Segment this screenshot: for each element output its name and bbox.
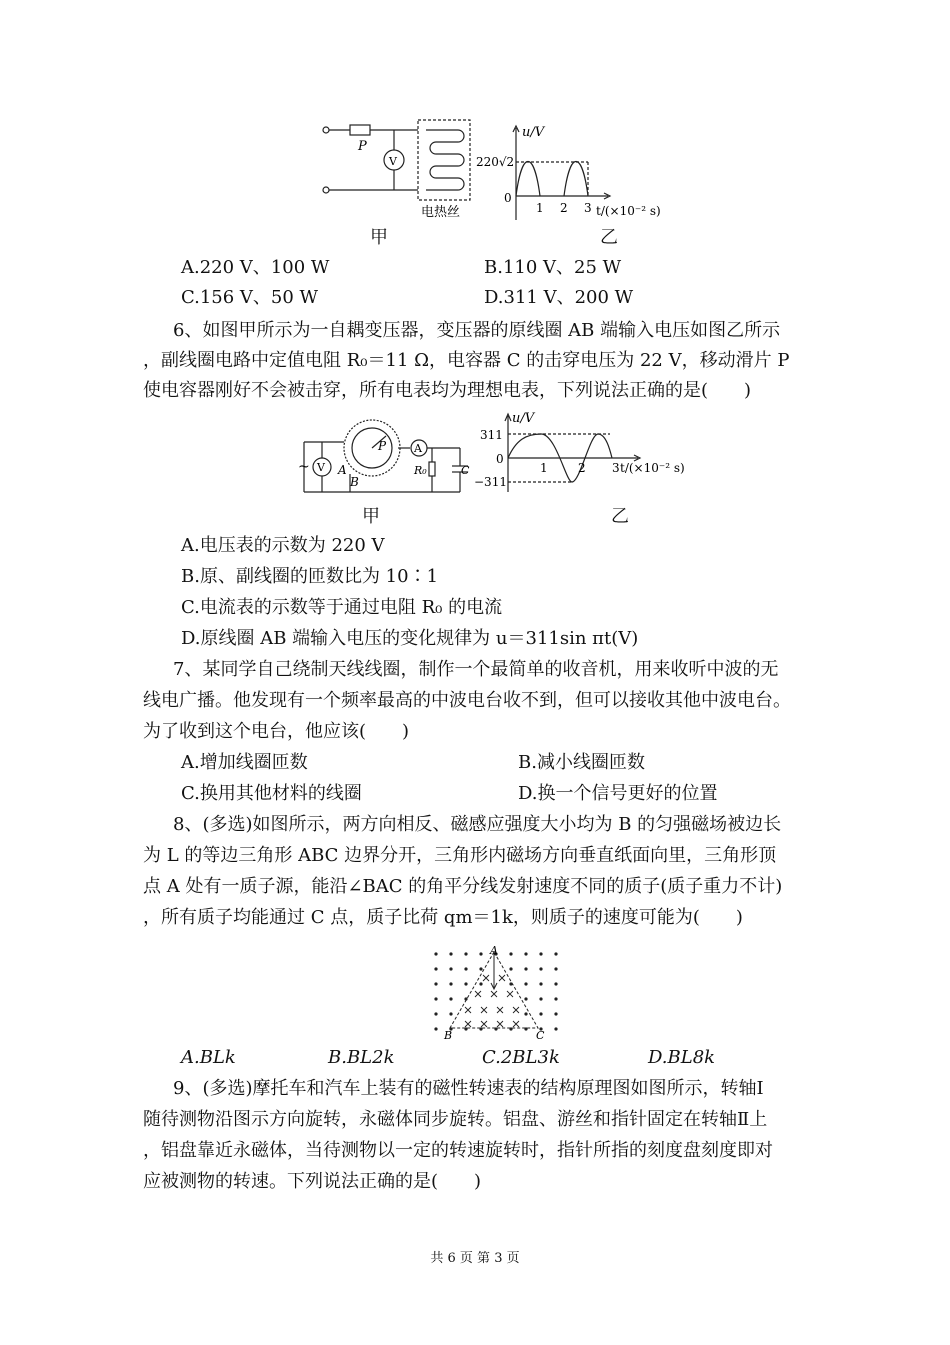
q5-option-d: D.311 V、200 W [484, 287, 634, 308]
field-dot [539, 1012, 542, 1015]
field-dot [539, 997, 542, 1000]
q8-stem-line-3: 点 A 处有一质子源，能沿∠BAC 的角平分线发射速度不同的质子(质子重力不计) [143, 876, 783, 897]
field-cross [465, 1007, 471, 1013]
q6-stem-line-1: 6、如图甲所示为一自耦变压器，变压器的原线圈 AB 端输入电压如图乙所示 [173, 320, 781, 341]
field-cross [483, 975, 489, 981]
neg-peak-label: −311 [474, 475, 507, 489]
q6-stem-line-2: ，副线圈电路中定值电阻 R₀＝11 Ω，电容器 C 的击穿电压为 22 V，移动滑片 P [143, 350, 790, 371]
field-cross [491, 991, 497, 997]
field-dot [554, 982, 557, 985]
field-dot [449, 967, 452, 970]
q9-stem-line-2: 随待测物沿图示方向旋转，永磁体同步旋转。铝盘、游丝和指针固定在转轴Ⅱ上 [143, 1109, 768, 1130]
q8-option-b: B.BL2k [328, 1047, 395, 1068]
tick-1: 1 [540, 461, 548, 475]
field-dot [434, 967, 437, 970]
field-dot [524, 967, 527, 970]
field-cross [507, 991, 513, 997]
ammeter-label: A [414, 442, 422, 455]
field-dot [449, 982, 452, 985]
vertex-A-label: A [490, 944, 498, 957]
q8-stem-line-2: 为 L 的等边三角形 ABC 边界分开，三角形内磁场方向垂直纸面向里，三角形顶 [143, 845, 777, 866]
field-dot [524, 982, 527, 985]
q6-caption-jia: 甲 [362, 506, 380, 527]
field-dot [464, 982, 467, 985]
field-dot [479, 982, 482, 985]
field-dot [539, 982, 542, 985]
q8-option-a: A.BLk [181, 1047, 236, 1068]
tick-2: 2 [578, 461, 586, 475]
q5-caption-yi: 乙 [600, 227, 618, 248]
field-dot [479, 967, 482, 970]
node-A-label: A [338, 463, 347, 477]
field-cross [475, 991, 481, 997]
field-dot [464, 967, 467, 970]
q8-option-d: D.BL8k [648, 1047, 716, 1068]
field-dot [524, 997, 527, 1000]
tick-2: 2 [560, 201, 568, 215]
field-cross [497, 1021, 503, 1027]
field-cross [513, 1021, 519, 1027]
field-dot [464, 952, 467, 955]
field-dot [449, 1012, 452, 1015]
field-dot [449, 952, 452, 955]
voltmeter-label: V [317, 461, 325, 474]
tick-1: 1 [536, 201, 544, 215]
origin-label: 0 [504, 191, 512, 205]
q7-option-d: D.换一个信号更好的位置 [518, 783, 718, 804]
node-B-label: B [350, 475, 359, 489]
q8-stem-line-1: 8、(多选)如图所示，两方向相反、磁感应强度大小均为 B 的匀强磁场被边长 [173, 814, 782, 835]
vertex-B-label: B [444, 1029, 453, 1040]
field-dot [479, 952, 482, 955]
q7-stem-line-2: 线电广播。他发现有一个频率最高的中波电台收不到，但可以接收其他中波电台。 [143, 690, 791, 711]
page-footer: 共 6 页 第 3 页 [430, 1251, 520, 1266]
field-dot [434, 1027, 437, 1030]
q6-stem-line-3: 使电容器刚好不会被击穿，所有电表均为理想电表，下列说法正确的是( ) [143, 380, 752, 401]
u-axis-label: u/V [522, 125, 545, 140]
q7-stem-line-3: 为了收到这个电台，他应该( ) [143, 721, 410, 742]
source-tilde: ~ [298, 459, 310, 475]
q7-option-c: C.换用其他材料的线圈 [181, 783, 362, 804]
voltmeter-label: V [389, 155, 397, 168]
tick-3: 3 [612, 461, 620, 475]
heating-wire-label: 电热丝 [421, 205, 461, 220]
q8-stem-line-4: ，所有质子均能通过 C 点，质子比荷 qm＝1k，则质子的速度可能为( ) [143, 907, 743, 928]
field-dot [434, 1012, 437, 1015]
field-dot [434, 952, 437, 955]
q8-magnetic-field-figure [428, 944, 568, 1040]
origin-label: 0 [496, 452, 504, 466]
field-cross [513, 1007, 519, 1013]
field-cross [481, 1021, 487, 1027]
q7-stem-line-1: 7、某同学自己绕制天线线圈，制作一个最简单的收音机，用来收听中波的无 [173, 659, 779, 680]
t-axis-label: t/(×10⁻² s) [620, 461, 685, 475]
resistor-R0-label: R₀ [414, 464, 427, 477]
field-dot [434, 982, 437, 985]
q5-option-c: C.156 V、50 W [181, 287, 319, 308]
waveform-half2 [564, 162, 588, 197]
field-cross [481, 1007, 487, 1013]
q5-circuit-figure [318, 118, 478, 222]
q6-transformer-figure [298, 414, 470, 498]
q6-caption-yi: 乙 [611, 506, 629, 527]
field-cross [499, 975, 505, 981]
field-dot [554, 1027, 557, 1030]
t-axis-label: t/(×10⁻² s) [596, 204, 661, 218]
field-dot [554, 952, 557, 955]
q6-option-c: C.电流表的示数等于通过电阻 R₀ 的电流 [181, 597, 503, 618]
capacitor-C-label: C [461, 464, 470, 477]
q9-stem-line-4: 应被测物的转速。下列说法正确的是( ) [143, 1171, 482, 1192]
q6-option-d: D.原线圈 AB 端输入电压的变化规律为 u＝311sin πt(V) [181, 628, 639, 649]
peak-label: 220√2 [476, 155, 515, 169]
q7-option-b: B.减小线圈匝数 [518, 752, 645, 773]
slider-P-label: P [378, 439, 387, 453]
q6-option-b: B.原、副线圈的匝数比为 10∶1 [181, 566, 439, 587]
field-dot [554, 997, 557, 1000]
field-dot [509, 967, 512, 970]
q9-stem-line-3: ，铝盘靠近永磁体，当待测物以一定的转速旋转时，指针所指的刻度盘刻度即对 [143, 1140, 773, 1161]
vertex-C-label: C [536, 1029, 545, 1040]
field-dot [434, 997, 437, 1000]
q9-stem-line-1: 9、(多选)摩托车和汽车上装有的磁性转速表的结构原理图如图所示，转轴Ⅰ [173, 1078, 764, 1099]
u-axis-label: u/V [512, 411, 535, 426]
peak-label: 311 [480, 428, 503, 442]
q5-option-a: A.220 V、100 W [181, 257, 330, 278]
waveform-half1 [516, 162, 540, 197]
field-dot [509, 952, 512, 955]
q7-option-a: A.增加线圈匝数 [181, 752, 308, 773]
field-dot [554, 1012, 557, 1015]
q6-option-a: A.电压表的示数为 220 V [181, 535, 385, 556]
q5-caption-jia: 甲 [370, 227, 388, 248]
q5-voltage-graph [470, 122, 675, 222]
resistor-P-label: P [358, 139, 367, 154]
field-dot [539, 952, 542, 955]
q6-voltage-graph [470, 410, 695, 494]
q8-option-c: C.2BL3k [482, 1047, 560, 1068]
field-cross [497, 1007, 503, 1013]
q5-option-b: B.110 V、25 W [484, 257, 622, 278]
field-dot [449, 997, 452, 1000]
field-dot [524, 1012, 527, 1015]
field-dot [524, 952, 527, 955]
field-dot [554, 967, 557, 970]
field-dot [539, 967, 542, 970]
field-cross [465, 1021, 471, 1027]
tick-3: 3 [584, 201, 592, 215]
